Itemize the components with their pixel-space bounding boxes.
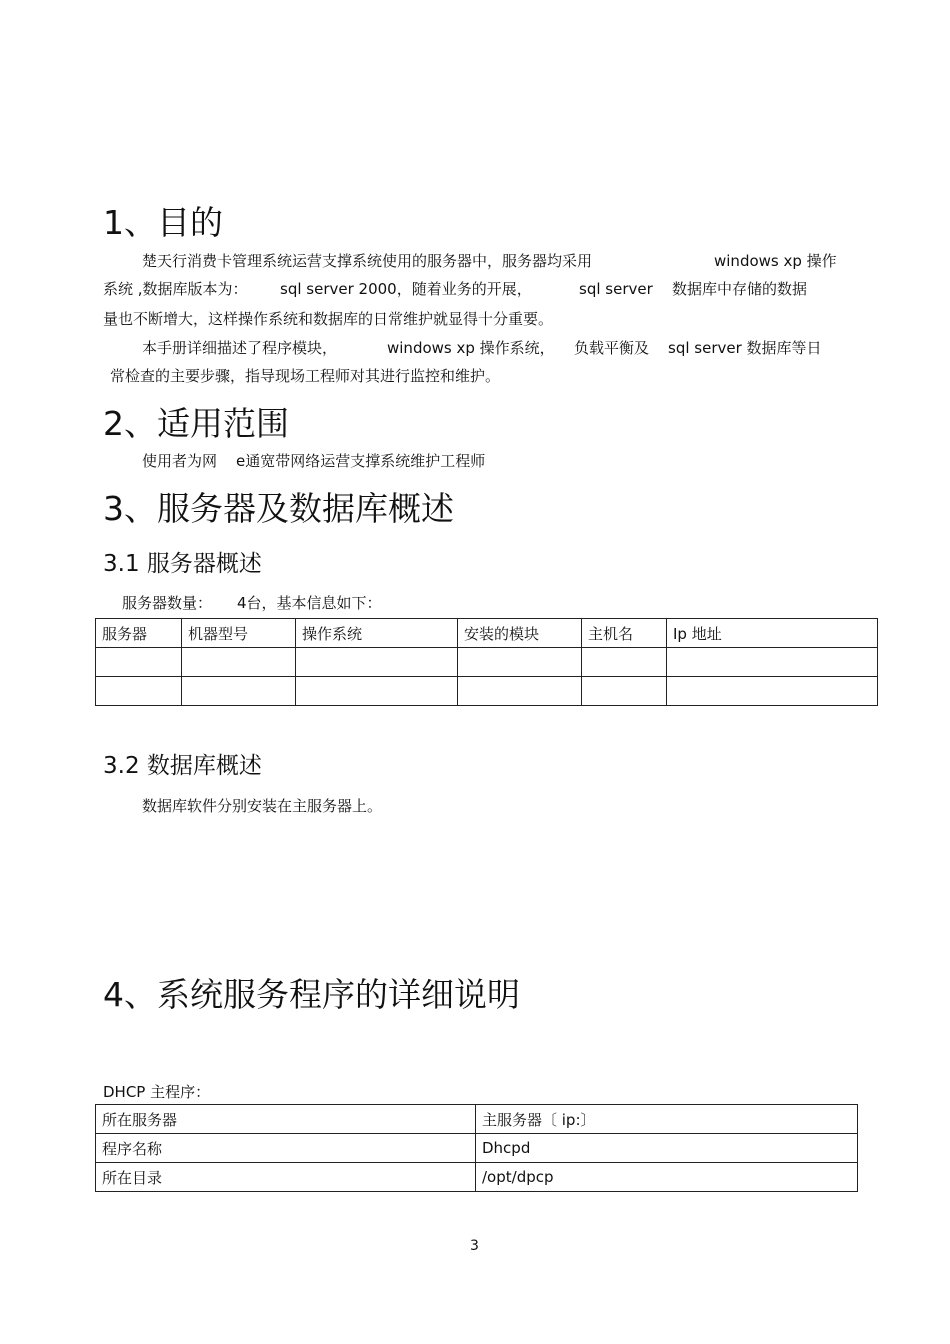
table-row <box>96 1163 858 1192</box>
table-cell <box>458 677 582 706</box>
server-table <box>95 618 878 706</box>
table-cell: 所在目录 <box>96 1163 476 1192</box>
table-cell <box>667 648 878 677</box>
table-row <box>96 677 878 706</box>
s1-p2-line1d: sql server 数据库等日 <box>668 339 822 357</box>
table-cell <box>96 648 182 677</box>
s1-p2-line1b: windows xp 操作系统， <box>387 339 555 357</box>
s1-p2-line1c: 负载平衡及 <box>574 339 650 357</box>
s1-p2-line2: 常检查的主要步骤，指导现场工程师对其进行监控和维护。 <box>110 367 501 385</box>
table-cell <box>96 677 182 706</box>
table-header-cell: 主机名 <box>582 619 667 648</box>
table-header-cell: Ip 地址 <box>667 619 878 648</box>
table-cell: 所在服务器 <box>96 1105 476 1134</box>
section-4-heading: 4、系统服务程序的详细说明 <box>103 975 520 1014</box>
s1-p1-line1b: windows xp 操作 <box>714 252 837 270</box>
table-cell <box>296 648 458 677</box>
section-1-heading: 1、目的 <box>103 203 223 242</box>
table-cell <box>182 677 296 706</box>
table-cell <box>582 648 667 677</box>
table-cell <box>667 677 878 706</box>
s3-sub2-heading: 3.2 数据库概述 <box>103 753 262 779</box>
table-header-cell: 安装的模块 <box>458 619 582 648</box>
table-cell <box>582 677 667 706</box>
page-number: 3 <box>470 1238 479 1254</box>
table-cell <box>182 648 296 677</box>
table-cell: 程序名称 <box>96 1134 476 1163</box>
s3-sub1-heading: 3.1 服务器概述 <box>103 551 262 577</box>
s3-db-text: 数据库软件分别安装在主服务器上。 <box>142 797 383 815</box>
table-cell <box>296 677 458 706</box>
s2-line-a: 使用者为网 <box>142 452 218 470</box>
dhcp-table <box>95 1104 858 1192</box>
s1-p2-line1a: 本手册详细描述了程序模块， <box>142 339 338 357</box>
section-2-heading: 2、适用范围 <box>103 404 289 443</box>
table-cell: Dhcpd <box>476 1134 858 1163</box>
s1-p1-line3: 量也不断增大，这样操作系统和数据库的日常维护就显得十分重要。 <box>103 310 554 328</box>
s3-server-count-value: 4台，基本信息如下： <box>237 594 382 612</box>
s1-p1-line2c: sql server <box>579 280 653 298</box>
table-cell <box>458 648 582 677</box>
table-header-cell: 服务器 <box>96 619 182 648</box>
table-header-cell: 机器型号 <box>182 619 296 648</box>
s1-p1-line1a: 楚天行消费卡管理系统运营支撑系统使用的服务器中，服务器均采用 <box>142 252 593 270</box>
table-header-cell: 操作系统 <box>296 619 458 648</box>
s3-server-count-label: 服务器数量： <box>122 594 213 612</box>
table-row <box>96 1105 858 1134</box>
s1-p1-line2d: 数据库中存储的数据 <box>672 280 808 298</box>
s1-p1-line2b: sql server 2000，随着业务的开展， <box>280 280 532 298</box>
s1-p1-line2a: 系统 ,数据库版本为： <box>103 280 248 298</box>
table-header-row <box>96 619 878 648</box>
s2-line-b: e通宽带网络运营支撑系统维护工程师 <box>236 452 486 470</box>
table-row <box>96 1134 858 1163</box>
table-cell: /opt/dpcp <box>476 1163 858 1192</box>
table-cell: 主服务器〔 ip:〕 <box>476 1105 858 1134</box>
section-3-heading: 3、服务器及数据库概述 <box>103 489 454 528</box>
dhcp-label: DHCP 主程序： <box>103 1083 211 1101</box>
table-row <box>96 648 878 677</box>
